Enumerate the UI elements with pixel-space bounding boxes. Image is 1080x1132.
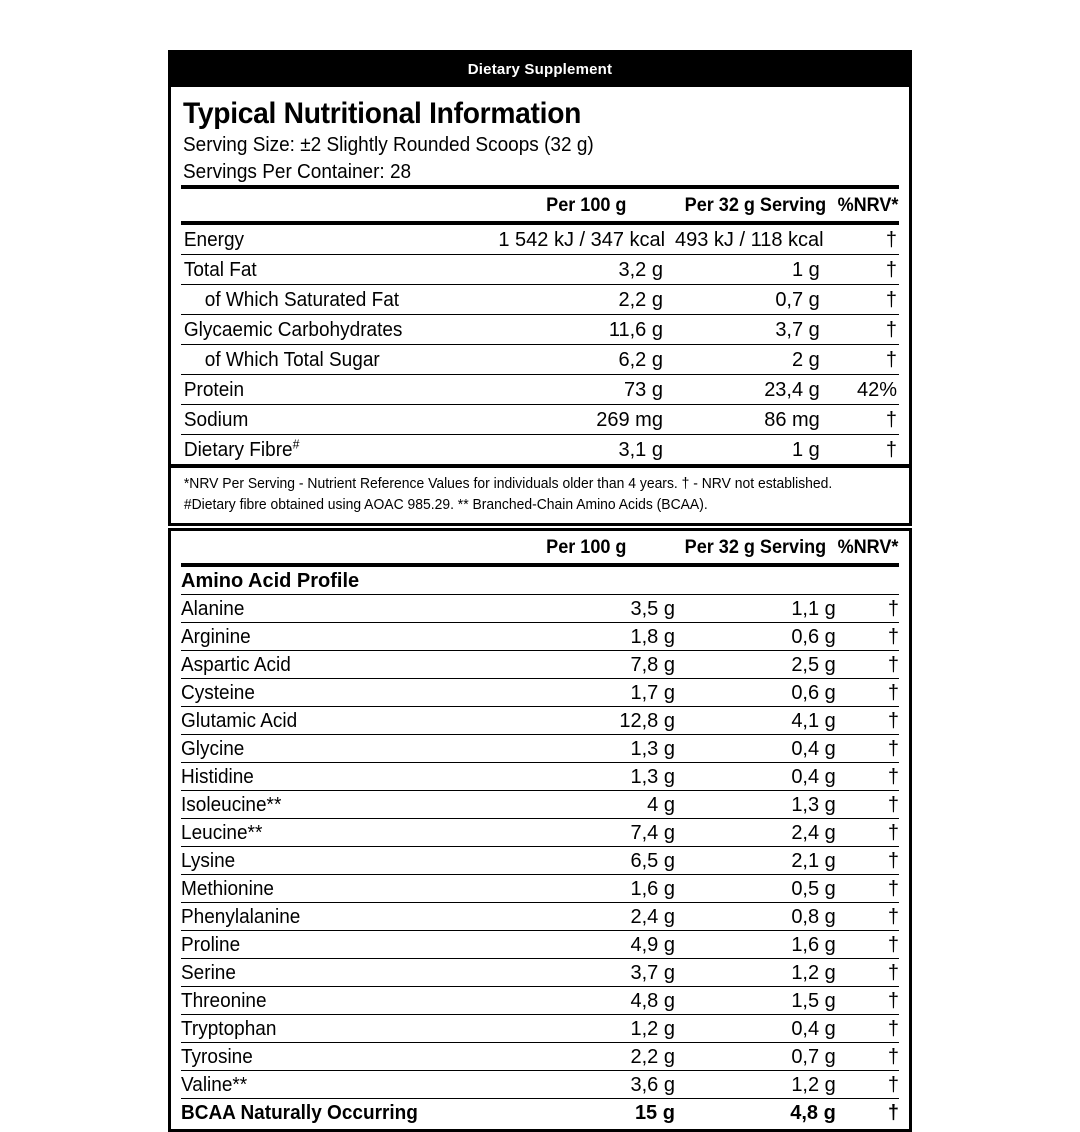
value-per-serving: 4,1 g bbox=[675, 707, 836, 735]
nutrition-panel-body bbox=[171, 98, 909, 523]
row-label: BCAA Naturally Occurring bbox=[181, 1102, 418, 1124]
value-per-100g: 11,6 g bbox=[498, 315, 675, 345]
footnotes-block bbox=[181, 468, 870, 523]
value-nrv: † bbox=[836, 903, 899, 931]
value-per-serving: 0,7 g bbox=[675, 1043, 836, 1071]
value-per-100g: 7,4 g bbox=[498, 819, 675, 847]
nutrition-facts-panel bbox=[168, 50, 912, 526]
value-nrv: † bbox=[836, 405, 899, 435]
value-per-100g: 3,1 g bbox=[618, 439, 663, 462]
value-nrv: † bbox=[887, 1102, 899, 1124]
amino-column-header-name bbox=[189, 531, 490, 565]
row-label: of Which Total Sugar bbox=[181, 345, 482, 375]
value-per-100g: 4,9 g bbox=[498, 931, 675, 959]
value-per-serving: 1,1 g bbox=[675, 595, 836, 623]
table-row bbox=[181, 405, 899, 435]
value-nrv: † bbox=[836, 1015, 899, 1043]
value-per-serving: 0,7 g bbox=[675, 285, 836, 315]
value-nrv: † bbox=[836, 819, 899, 847]
table-row bbox=[181, 875, 899, 903]
table-row bbox=[181, 987, 899, 1015]
servings-per-container-line: Servings Per Container: 28 bbox=[183, 160, 412, 183]
value-nrv: † bbox=[836, 847, 899, 875]
table-row bbox=[181, 819, 899, 847]
footnote-fibre: #Dietary fibre obtained using AOAC 985.29. ** Branched-Chain Amino Acids (BCAA). bbox=[183, 497, 708, 514]
table-row bbox=[181, 903, 899, 931]
value-per-serving: 0,8 g bbox=[675, 903, 836, 931]
value-per-serving: 2,5 g bbox=[675, 651, 836, 679]
amino-column-header-per-serving: Per 32 g Serving bbox=[684, 537, 827, 558]
row-label: Glycaemic Carbohydrates bbox=[181, 315, 482, 345]
value-per-100g: 4 g bbox=[498, 791, 675, 819]
value-nrv: † bbox=[836, 623, 899, 651]
value-per-serving: 493 kJ / 118 kcal bbox=[675, 223, 836, 255]
value-nrv: † bbox=[836, 1071, 899, 1099]
value-nrv: † bbox=[836, 679, 899, 707]
row-label: of Which Saturated Fat bbox=[181, 285, 482, 315]
row-label: Energy bbox=[181, 223, 482, 255]
value-nrv: † bbox=[885, 439, 897, 462]
value-per-serving: 1 g bbox=[675, 255, 836, 285]
row-label: Protein bbox=[181, 375, 482, 405]
value-per-serving: 1,5 g bbox=[675, 987, 836, 1015]
value-nrv: † bbox=[836, 959, 899, 987]
amino-panel-body bbox=[171, 531, 909, 1129]
value-per-serving: 2 g bbox=[675, 345, 836, 375]
value-per-serving: 0,4 g bbox=[675, 763, 836, 791]
value-per-serving: 86 mg bbox=[675, 405, 836, 435]
value-nrv: † bbox=[836, 987, 899, 1015]
table-row bbox=[181, 1099, 899, 1127]
row-label: Serine bbox=[181, 959, 482, 987]
value-per-serving: 0,6 g bbox=[675, 623, 836, 651]
value-per-serving: 0,4 g bbox=[675, 735, 836, 763]
row-label: Methionine bbox=[181, 875, 482, 903]
value-per-100g: 1,2 g bbox=[498, 1015, 675, 1043]
table-row bbox=[181, 679, 899, 707]
value-nrv: † bbox=[836, 875, 899, 903]
table-row bbox=[181, 959, 899, 987]
value-per-100g: 1,6 g bbox=[498, 875, 675, 903]
value-per-100g: 1,7 g bbox=[498, 679, 675, 707]
value-per-100g: 15 g bbox=[634, 1102, 675, 1124]
value-per-100g: 2,2 g bbox=[498, 285, 675, 315]
table-row bbox=[181, 651, 899, 679]
row-label: Tryptophan bbox=[181, 1015, 482, 1043]
value-per-100g: 3,2 g bbox=[498, 255, 675, 285]
table-row bbox=[181, 1015, 899, 1043]
row-label: Leucine** bbox=[181, 819, 482, 847]
value-per-100g: 3,5 g bbox=[498, 595, 675, 623]
value-per-100g: 6,2 g bbox=[498, 345, 675, 375]
table-row bbox=[181, 223, 899, 255]
value-nrv: † bbox=[836, 285, 899, 315]
value-per-100g: 2,2 g bbox=[498, 1043, 675, 1071]
value-nrv: † bbox=[836, 707, 899, 735]
amino-acid-panel bbox=[168, 528, 912, 1132]
table-row bbox=[181, 847, 899, 875]
row-label: Sodium bbox=[181, 405, 482, 435]
value-per-serving: 3,7 g bbox=[675, 315, 836, 345]
value-per-100g: 73 g bbox=[498, 375, 675, 405]
table-row bbox=[181, 375, 899, 405]
row-label: Histidine bbox=[181, 763, 482, 791]
row-label: Arginine bbox=[181, 623, 482, 651]
table-row bbox=[181, 763, 899, 791]
row-label: Lysine bbox=[181, 847, 482, 875]
row-label: Dietary Fibre# bbox=[183, 436, 300, 462]
value-nrv: 42% bbox=[836, 375, 899, 405]
value-per-100g: 7,8 g bbox=[498, 651, 675, 679]
row-label: Valine** bbox=[181, 1071, 482, 1099]
value-per-serving: 2,1 g bbox=[675, 847, 836, 875]
value-per-serving: 0,4 g bbox=[675, 1015, 836, 1043]
amino-section-title: Amino Acid Profile bbox=[181, 565, 899, 595]
value-per-serving: 0,6 g bbox=[675, 679, 836, 707]
amino-section-heading-row bbox=[181, 565, 899, 595]
amino-header-row bbox=[181, 531, 899, 565]
value-per-serving: 1 g bbox=[791, 439, 820, 462]
value-nrv: † bbox=[836, 763, 899, 791]
serving-size-line: Serving Size: ±2 Slightly Rounded Scoops (32 g) bbox=[183, 133, 594, 156]
value-per-serving: 1,6 g bbox=[675, 931, 836, 959]
row-label: Proline bbox=[181, 931, 482, 959]
value-per-serving: 4,8 g bbox=[790, 1102, 836, 1124]
value-per-serving: 1,2 g bbox=[675, 959, 836, 987]
value-nrv: † bbox=[836, 791, 899, 819]
amino-table-head bbox=[181, 531, 899, 565]
value-nrv: † bbox=[836, 651, 899, 679]
value-per-100g: 1,3 g bbox=[498, 763, 675, 791]
column-header-per-serving: Per 32 g Serving bbox=[684, 195, 827, 217]
row-label: Total Fat bbox=[181, 255, 482, 285]
nutrition-table-head bbox=[181, 187, 899, 223]
nutrition-table-body bbox=[181, 223, 899, 464]
value-per-100g: 3,6 g bbox=[498, 1071, 675, 1099]
value-nrv: † bbox=[836, 255, 899, 285]
row-label: Threonine bbox=[181, 987, 482, 1015]
value-per-serving: 23,4 g bbox=[675, 375, 836, 405]
value-per-serving: 2,4 g bbox=[675, 819, 836, 847]
value-per-100g: 4,8 g bbox=[498, 987, 675, 1015]
value-per-serving: 0,5 g bbox=[675, 875, 836, 903]
amino-column-header-per-100g: Per 100 g bbox=[546, 537, 627, 558]
table-row bbox=[181, 595, 899, 623]
value-nrv: † bbox=[836, 315, 899, 345]
value-per-serving: 1,2 g bbox=[675, 1071, 836, 1099]
table-row bbox=[181, 285, 899, 315]
table-row bbox=[181, 931, 899, 959]
value-per-100g: 3,7 g bbox=[498, 959, 675, 987]
value-nrv: † bbox=[836, 1043, 899, 1071]
value-per-100g: 269 mg bbox=[498, 405, 675, 435]
row-label: Glycine bbox=[181, 735, 482, 763]
row-label: Alanine bbox=[181, 595, 482, 623]
column-header-per-100g: Per 100 g bbox=[546, 195, 627, 217]
table-row bbox=[181, 623, 899, 651]
amino-acid-table bbox=[181, 531, 899, 1126]
value-nrv: † bbox=[836, 735, 899, 763]
value-nrv: † bbox=[836, 223, 899, 255]
value-nrv: † bbox=[836, 931, 899, 959]
nutrition-header-row bbox=[181, 187, 899, 223]
page-title: Typical Nutritional Information bbox=[183, 97, 582, 130]
value-per-100g: 1,3 g bbox=[498, 735, 675, 763]
value-per-serving: 1,3 g bbox=[675, 791, 836, 819]
value-nrv: † bbox=[836, 345, 899, 375]
value-per-100g: 2,4 g bbox=[498, 903, 675, 931]
row-label: Cysteine bbox=[181, 679, 482, 707]
row-label: Tyrosine bbox=[181, 1043, 482, 1071]
table-row bbox=[181, 1043, 899, 1071]
value-nrv: † bbox=[836, 595, 899, 623]
table-row bbox=[181, 791, 899, 819]
column-header-nrv: %NRV* bbox=[837, 195, 899, 217]
value-per-100g: 12,8 g bbox=[498, 707, 675, 735]
table-row bbox=[181, 1071, 899, 1099]
table-row bbox=[181, 707, 899, 735]
row-label: Aspartic Acid bbox=[181, 651, 482, 679]
table-row bbox=[181, 435, 899, 465]
value-per-100g: 6,5 g bbox=[498, 847, 675, 875]
amino-table-body bbox=[181, 565, 899, 1126]
nutrition-table bbox=[181, 185, 899, 464]
row-label: Glutamic Acid bbox=[181, 707, 482, 735]
table-row bbox=[181, 255, 899, 285]
footnote-nrv: *NRV Per Serving - Nutrient Reference Values for individuals older than 4 years. † - NRV not established. bbox=[183, 476, 833, 493]
dietary-supplement-banner: Dietary Supplement bbox=[171, 53, 909, 87]
amino-column-header-nrv: %NRV* bbox=[837, 537, 899, 558]
row-label: Phenylalanine bbox=[181, 903, 482, 931]
column-header-name bbox=[189, 187, 490, 223]
value-per-100g: 1,8 g bbox=[498, 623, 675, 651]
table-row bbox=[181, 735, 899, 763]
table-row bbox=[181, 345, 899, 375]
row-label: Isoleucine** bbox=[181, 791, 482, 819]
table-row bbox=[181, 315, 899, 345]
value-per-100g: 1 542 kJ / 347 kcal bbox=[498, 223, 675, 255]
